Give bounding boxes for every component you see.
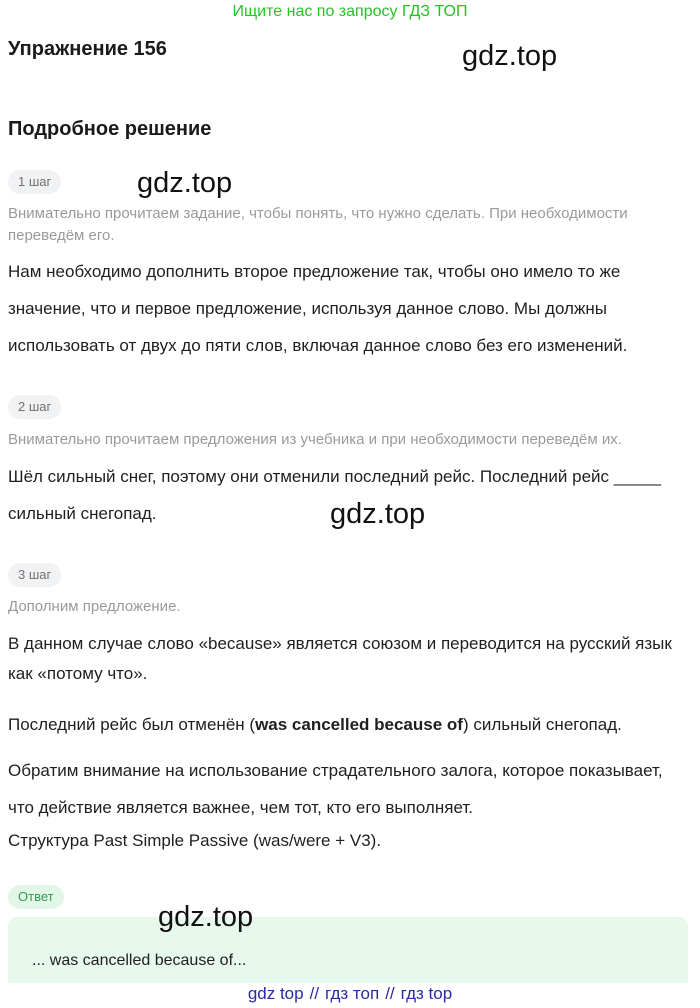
watermark: gdz.top [158,901,254,933]
watermark: gdz.top [330,498,426,530]
step-1-text: Нам необходимо дополнить второе предложение так, чтобы оно имело то же значение, что и первое предложение, используя данное слово. Мы должны использовать от двух до пяти слов, включая данное слово без его изменений. [8,262,628,355]
paragraph-text: Последний рейс был отменён ( [8,715,256,734]
answer-phrase-bold: was cancelled because of [255,715,463,734]
step-2-text: Шёл сильный снег, поэтому они отменили последний рейс. Последний рейс _____ сильный снегопад. [8,467,662,523]
footer-link-gdz-top-mixed[interactable]: гдз top [400,984,453,1003]
footer-links [0,982,700,1006]
section-title: Подробное решение [8,118,212,140]
answer-badge: Ответ [8,885,64,909]
step-2-hint: Внимательно прочитаем предложения из учебника и при необходимости переведём их. [8,431,622,448]
step-3-paragraph-4: Структура Past Simple Passive (was/were + V3). [8,831,382,850]
page-title: Упражнение 156 [8,38,167,60]
footer-link-gdz-top[interactable]: gdz top [247,984,304,1003]
step-2-badge: 2 шаг [8,395,61,419]
paragraph-text: ) сильный снегопад. [462,715,622,734]
watermark: gdz.top [462,40,558,72]
footer-separator: // [309,984,320,1003]
search-promo-banner: Ищите нас по запросу ГДЗ ТОП [232,3,468,20]
step-3-hint: Дополним предложение. [8,598,181,615]
footer-separator: // [385,984,395,1003]
footer-link-gdz-top-ru[interactable]: гдз топ [325,984,380,1003]
step-3-paragraph-1: В данном случае слово «because» является союзом и переводится на русский язык как «потому что». [8,634,672,683]
step-3-paragraph-3: Обратим внимание на использование страдательного залога, которое показывает, что действие является важнее, чем тот, кто его выполняет. [8,761,663,817]
step-3-paragraph-2 [8,710,692,740]
answer-text: ... was cancelled because of... [32,952,247,969]
step-1-hint: Внимательно прочитаем задание, чтобы понять, что нужно сделать. При необходимости переведём его. [8,205,628,244]
watermark: gdz.top [137,167,233,199]
step-3-badge: 3 шаг [8,563,61,587]
step-1-badge: 1 шаг [8,170,61,194]
